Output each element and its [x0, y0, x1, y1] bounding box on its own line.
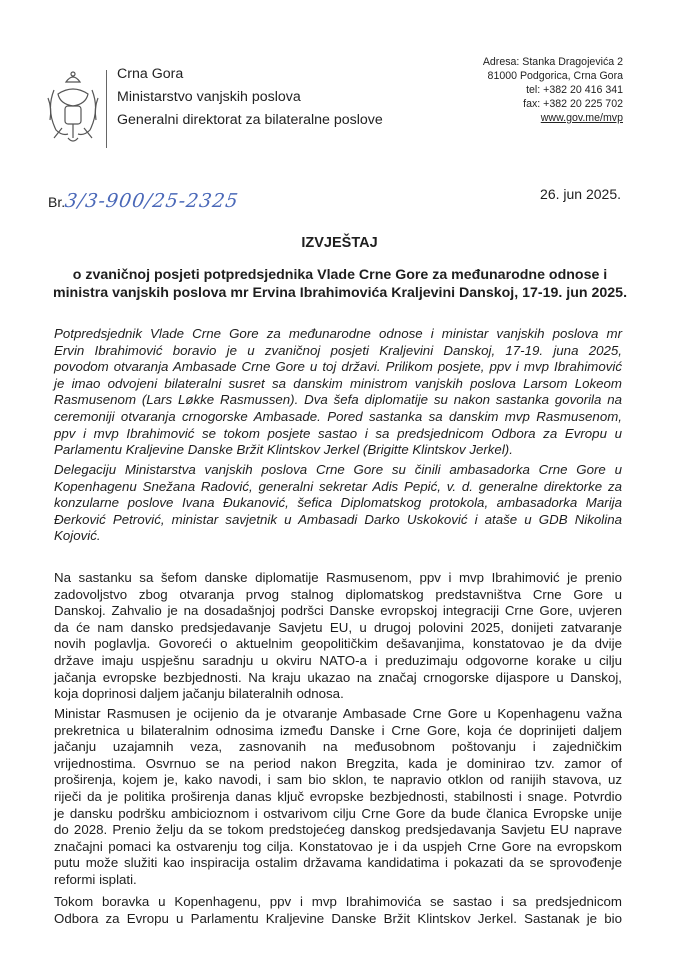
paragraph-line: Kopenhagenu Snežana Radović, generalni sekretar Adis Pepić, v. d. generalne direktorke za: [54, 478, 622, 494]
reference-prefix: Br.: [48, 194, 66, 210]
paragraph-line: Danskoj. Zahvalio je na dosadašnjoj podršci Danske evropskoj integraciji Crne Gore, uvjeren: [54, 603, 622, 619]
paragraph-line: Rasmusenom (Lars Løkke Rasmussen). Dva šefa diplomatije su nakon sastanka govorila na: [54, 392, 622, 408]
paragraph-line: novih poglavlja. Govoreći o aktuelnim geopolitičkim dešavanjima, konstatovao je da dvije: [54, 636, 622, 652]
body-paragraph: [54, 894, 622, 927]
subtitle-line: ministra vanjskih poslova mr Ervina Ibrahimovića Kraljevini Danskoj, 17-19. jun 2025.: [52, 285, 628, 301]
ministry-name: Ministarstvo vanjskih poslova: [117, 89, 301, 105]
country-name: Crna Gora: [117, 66, 184, 82]
paragraph-line: prekretnica u bilateralnim odnosima između Danske i Crne Gore, koja će doprinijeti daljem: [54, 722, 622, 738]
letterhead-divider: [106, 70, 107, 148]
reference-number: [48, 190, 239, 212]
paragraph-line: je imao odvojeni bilateralni susret sa danskim ministrom vanjskih poslova Larsom Lokeom: [54, 375, 622, 391]
paragraph-line: države imaju uspješnu saradnju u okviru NATO-a i preduzimaju odgovorne korake u cilju: [54, 652, 622, 668]
paragraph-line: Parlamentu Kraljevine Danske Bržit Klintskov Jerkel (Brigitte Klintskov Jerkel).: [54, 442, 513, 458]
document-date: 26. jun 2025.: [540, 186, 621, 202]
website-link[interactable]: www.gov.me/mvp: [540, 112, 623, 124]
paragraph-line: Odbora za Evropu u Parlamentu Kraljevine Danske Bržit Klintskov Jerkel. Sastanak je bio: [54, 910, 622, 926]
document-title: IZVJEŠTAJ: [301, 235, 378, 251]
paragraph-line: jačanju uzajamnih veza, zasnovanih na međusobnom poštovanju i zajedničkim: [54, 739, 622, 755]
paragraph-line: ppv i mvp Ibrahimović se tokom posjete sastao i sa predsjednicom Odbora za Evropu u: [54, 425, 622, 441]
body-paragraph: [54, 570, 622, 703]
paragraph-line: da će nam dansko predsjedavanje Savjetu EU, u drugoj polovini 2025, donijeti zatvaranje: [54, 619, 622, 635]
body-paragraph: [54, 706, 622, 889]
paragraph-line: reformi isplati.: [54, 871, 137, 887]
address-line: 81000 Podgorica, Crna Gora: [487, 70, 623, 82]
paragraph-line: proširenja, kojem je, kako navodi, i sam bio sklon, te napravio otklon od ranijih stavova, uz: [54, 772, 622, 788]
paragraph-line: je dansku podršku ambicioznom i ostvarivom cilju Crne Gore da bude članica Evropske unije: [54, 805, 622, 821]
paragraph-line: do 2028. Prenio želju da se tokom predstojećeg danskog predsjedavanja Savjetu EU naprave: [54, 822, 622, 838]
fax-line: fax: +382 20 225 702: [523, 98, 623, 110]
paragraph-line: značajni pomaci ka ostvarenju tog cilja. Konstatovao je i da uspjeh Crne Gore na evropskom: [54, 838, 622, 854]
paragraph-line: Ministar Rasmusen je ocijenio da je otvaranje Ambasade Crne Gore u Kopenhagenu važna: [54, 706, 622, 721]
body-paragraph: [54, 326, 622, 459]
coat-of-arms-icon: [44, 68, 102, 148]
directorate-name: Generalni direktorat za bilateralne poslove: [117, 112, 383, 128]
paragraph-line: Đerković Petrović, ministar savjetnik u Ambasadi Darko Uskoković i ataše u GDB Nikolina: [54, 511, 622, 527]
paragraph-line: zadovoljstvo zbog otvaranja prvog stalnog diplomatskog predstavništva Crne Gore u: [54, 586, 622, 602]
handwritten-reference: 3/3-900/25-2325: [63, 190, 241, 212]
contact-block: [483, 55, 623, 125]
phone-line: tel: +382 20 416 341: [526, 84, 623, 96]
subtitle-line: o zvaničnoj posjeti potpredsjednika Vlade Crne Gore za međunarodne odnose i: [72, 267, 608, 283]
paragraph-line: riječi da je politika proširenja danas ključ evropske bezbjednosti, stabilnosti i snage. Potvrdio: [54, 788, 622, 804]
paragraph-line: Kojović.: [54, 528, 101, 544]
paragraph-line: putu može služiti kao inspiracija ostalim državama kandidatima i pokazati da se sprovođenje: [54, 855, 622, 871]
paragraph-line: Ervin Ibrahimović boravio je u zvaničnoj posjeti Kraljevini Danskoj, 17-19. juna 2025,: [54, 342, 622, 358]
paragraph-line: jačanja evropske bezbjednosti. Na kraju ukazao na značaj crnogorske dijaspore u Danskoj,: [54, 669, 622, 685]
address-line: Adresa: Stanka Dragojevića 2: [482, 56, 623, 68]
paragraph-line: Delegaciju Ministarstva vanjskih poslova Crne Gore su činili ambasadorka Crne Gore u: [54, 462, 622, 477]
document-subtitle: [50, 266, 630, 302]
body-paragraph: [54, 462, 622, 545]
paragraph-line: konzularne poslove Ivana Đukanović, šefica Diplomatskog protokola, ambasadorka Marija: [54, 495, 622, 511]
paragraph-line: povodom otvaranja Ambasade Crne Gore u toj državi. Prilikom posjete, ppv i mvp Ibrahimović: [54, 359, 622, 375]
paragraph-line: Tokom boravka u Kopenhagenu, ppv i mvp Ibrahimovića se sastao i sa predsjednicom: [54, 894, 622, 909]
paragraph-line: koja doprinosi daljem jačanju bilateralnih odnosa.: [54, 686, 344, 702]
paragraph-line: Na sastanku sa šefom danske diplomatije Rasmusenom, ppv i mvp Ibrahimović je prenio: [54, 570, 622, 585]
paragraph-line: vrijednostima. Osvrnuo se na period nakon Bregzita, kada je dominirao tzv. zamor of: [54, 755, 622, 771]
paragraph-line: ceremoniji otvaranja crnogorske Ambasade. Pored sastanka sa danskim mvp Rasmusenom,: [54, 408, 622, 424]
paragraph-line: Potpredsjednik Vlade Crne Gore za međunarodne odnose i ministar vanjskih poslova mr: [54, 326, 622, 341]
